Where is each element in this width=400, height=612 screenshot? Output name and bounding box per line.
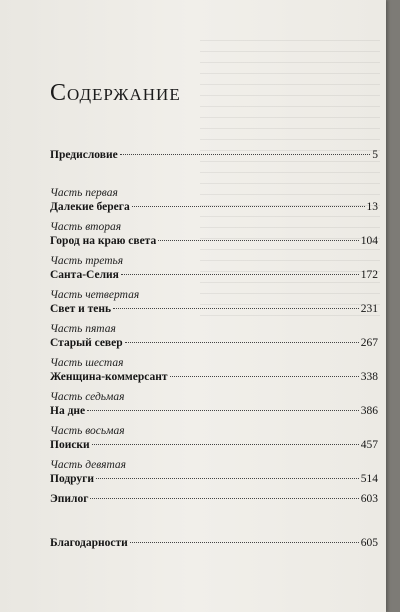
toc-entry-page: 338 — [360, 371, 378, 383]
part-label: Часть седьмая — [50, 391, 125, 403]
dot-leader — [158, 240, 359, 241]
part-label: Часть четвертая — [50, 289, 140, 301]
toc-entry[interactable] — [50, 404, 378, 418]
part-label: Часть девятая — [50, 459, 126, 471]
toc-part-3 — [50, 254, 378, 282]
toc-entry-label: Санта-Селия — [50, 269, 119, 281]
toc-entry[interactable] — [50, 200, 378, 214]
toc-entry[interactable] — [50, 472, 378, 486]
dot-leader — [170, 376, 359, 377]
toc-entry-label: Старый север — [50, 337, 123, 349]
toc-entry-page: 605 — [360, 537, 378, 549]
part-label: Часть первая — [50, 187, 118, 199]
dot-leader — [96, 478, 359, 479]
toc-part-9 — [50, 458, 378, 486]
part-label: Часть третья — [50, 255, 124, 267]
toc-entry[interactable] — [50, 234, 378, 248]
dot-leader — [132, 206, 365, 207]
toc-entry-page: 172 — [360, 269, 378, 281]
toc-part-2 — [50, 220, 378, 248]
dot-leader — [90, 498, 358, 499]
toc-entry[interactable] — [50, 336, 378, 350]
dot-leader — [87, 410, 359, 411]
toc-entry-label: На дне — [50, 405, 86, 417]
dot-leader — [130, 542, 359, 543]
part-label: Часть восьмая — [50, 425, 125, 437]
toc-entry-label: Далекие берега — [50, 201, 130, 213]
toc-part-5 — [50, 322, 378, 350]
toc-entry-preface[interactable] — [50, 148, 378, 162]
toc-entry-label: Женщина-коммерсант — [50, 371, 168, 383]
dot-leader — [120, 154, 371, 155]
toc-entry-label: Благодарности — [50, 537, 128, 549]
page-title: Содержание — [50, 80, 181, 106]
toc-entry-page: 457 — [360, 439, 378, 451]
toc-entry-acknowledgements[interactable] — [50, 536, 378, 550]
dot-leader — [92, 444, 359, 445]
toc-entry-page: 386 — [360, 405, 378, 417]
toc-entry-page: 231 — [360, 303, 378, 315]
toc-entry[interactable] — [50, 268, 378, 282]
toc-entry-page: 5 — [372, 149, 378, 161]
toc-entry[interactable] — [50, 302, 378, 316]
toc-entry-label: Поиски — [50, 439, 90, 451]
part-label: Часть пятая — [50, 323, 116, 335]
toc-part-7 — [50, 390, 378, 418]
part-label: Часть вторая — [50, 221, 122, 233]
toc-entry-page: 267 — [360, 337, 378, 349]
toc-entry-page: 104 — [360, 235, 378, 247]
toc-part-1 — [50, 186, 378, 214]
dot-leader — [113, 308, 359, 309]
toc-entry-page: 514 — [360, 473, 378, 485]
toc-entry-label: Подруги — [50, 473, 95, 485]
part-label: Часть шестая — [50, 357, 124, 369]
toc-part-8 — [50, 424, 378, 452]
toc-entry-page: 13 — [366, 201, 378, 213]
toc-entry-label: Предисловие — [50, 149, 118, 161]
toc-part-6 — [50, 356, 378, 384]
toc-entry[interactable] — [50, 438, 378, 452]
table-of-contents — [50, 148, 378, 550]
toc-entry-epilogue[interactable] — [50, 492, 378, 506]
toc-part-4 — [50, 288, 378, 316]
toc-entry-label: Эпилог — [50, 493, 89, 505]
dot-leader — [121, 274, 359, 275]
toc-entry-page: 603 — [360, 493, 378, 505]
toc-entry[interactable] — [50, 370, 378, 384]
toc-entry-label: Свет и тень — [50, 303, 112, 315]
dot-leader — [125, 342, 359, 343]
toc-entry-label: Город на краю света — [50, 235, 157, 247]
